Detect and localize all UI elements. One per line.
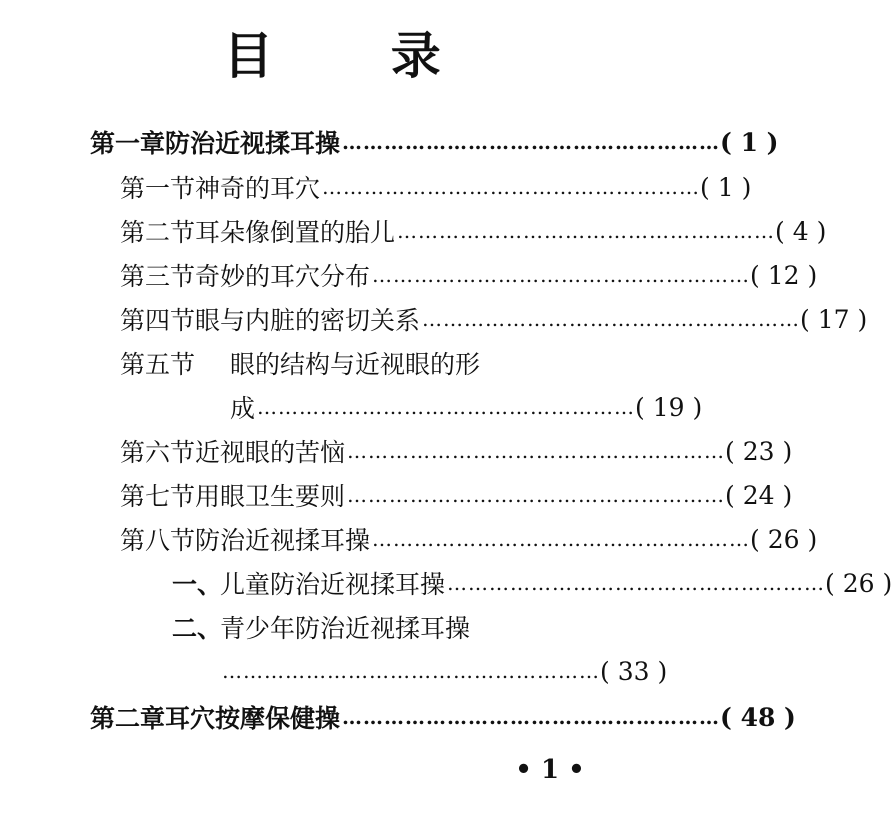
- page-title: 目 录: [223, 26, 491, 85]
- toc-page: ( 19 ): [635, 392, 703, 422]
- toc-label: 一、: [172, 570, 223, 599]
- toc-title: 神奇的耳穴: [195, 174, 321, 203]
- toc-page: ( 1 ): [720, 127, 779, 157]
- leader-dots: ………………………………………………: [257, 395, 636, 419]
- toc-label: 第六节: [120, 438, 196, 467]
- toc-title: 儿童防治近视揉耳操: [220, 570, 446, 599]
- toc-entry-subsection-2[interactable]: [172, 607, 635, 647]
- toc-title: 耳朵像倒置的胎儿: [195, 218, 396, 247]
- page-number: • 1 •: [515, 755, 585, 785]
- leader-dots: ………………………………………………: [342, 705, 721, 729]
- toc-page: ( 1 ): [700, 172, 752, 202]
- leader-dots: ………………………………………………: [447, 571, 826, 595]
- toc-label: 第八节: [120, 526, 196, 555]
- toc-page: ( 48 ): [720, 702, 796, 732]
- leader-dots: ………………………………………………: [397, 219, 776, 243]
- toc-entry-section-4[interactable]: [120, 299, 868, 339]
- toc-entry-section-1[interactable]: [120, 167, 752, 207]
- toc-label: 二、: [172, 614, 223, 643]
- toc-title: 青少年防治近视揉耳操: [220, 614, 471, 643]
- toc-entry-section-5[interactable]: [120, 343, 635, 383]
- toc-title: 眼与内脏的密切关系: [195, 306, 421, 335]
- toc-entry-section-5-continued[interactable]: [230, 387, 703, 427]
- toc-label: 第二章: [90, 704, 166, 733]
- toc-label: 第三节: [120, 262, 196, 291]
- toc-title: 眼的结构与近视眼的形: [230, 350, 481, 379]
- leader-dots: ………………………………………………: [372, 527, 751, 551]
- toc-page: ( 4 ): [775, 216, 827, 246]
- toc-entry-section-7[interactable]: [120, 475, 793, 515]
- toc-title-continued: 成: [230, 394, 256, 423]
- toc-page: ( 23 ): [725, 436, 793, 466]
- toc-label: 第一节: [120, 174, 196, 203]
- toc-entry-subsection-1[interactable]: [172, 563, 892, 603]
- toc-title: 防治近视揉耳操: [195, 526, 371, 555]
- toc-entry-section-6[interactable]: [120, 431, 793, 471]
- toc-page: ( 26 ): [825, 568, 892, 598]
- toc-page: ( 24 ): [725, 480, 793, 510]
- toc-title: 奇妙的耳穴分布: [195, 262, 371, 291]
- toc-page: ( 33 ): [600, 656, 668, 686]
- toc-title: 近视眼的苦恼: [195, 438, 346, 467]
- leader-dots: ………………………………………………: [372, 263, 751, 287]
- leader-dots: ………………………………………………: [222, 659, 600, 683]
- toc-label: 第一章: [90, 129, 166, 158]
- toc-entry-chapter-2[interactable]: [90, 697, 796, 737]
- toc-entry-section-2[interactable]: [120, 211, 827, 251]
- toc-title: 耳穴按摩保健操: [165, 704, 341, 733]
- toc-page: ( 17 ): [800, 304, 868, 334]
- toc-entry-section-3[interactable]: [120, 255, 818, 295]
- toc-title: 防治近视揉耳操: [165, 129, 341, 158]
- toc-label: 第七节: [120, 482, 196, 511]
- toc-label: 第五节: [120, 350, 196, 379]
- leader-dots: ………………………………………………: [347, 439, 726, 463]
- toc-page: ( 26 ): [750, 524, 818, 554]
- toc-entry-section-8[interactable]: [120, 519, 818, 559]
- leader-dots: ………………………………………………: [342, 130, 721, 154]
- toc-entry-chapter-1[interactable]: [90, 122, 779, 162]
- leader-dots: ………………………………………………: [422, 307, 801, 331]
- toc-label: 第四节: [120, 306, 196, 335]
- toc-label: 第二节: [120, 218, 196, 247]
- leader-dots: ………………………………………………: [322, 175, 701, 199]
- toc-entry-subsection-2-continued[interactable]: [220, 651, 668, 691]
- toc-page: ( 12 ): [750, 260, 818, 290]
- leader-dots: ………………………………………………: [347, 483, 726, 507]
- toc-title: 用眼卫生要则: [195, 482, 346, 511]
